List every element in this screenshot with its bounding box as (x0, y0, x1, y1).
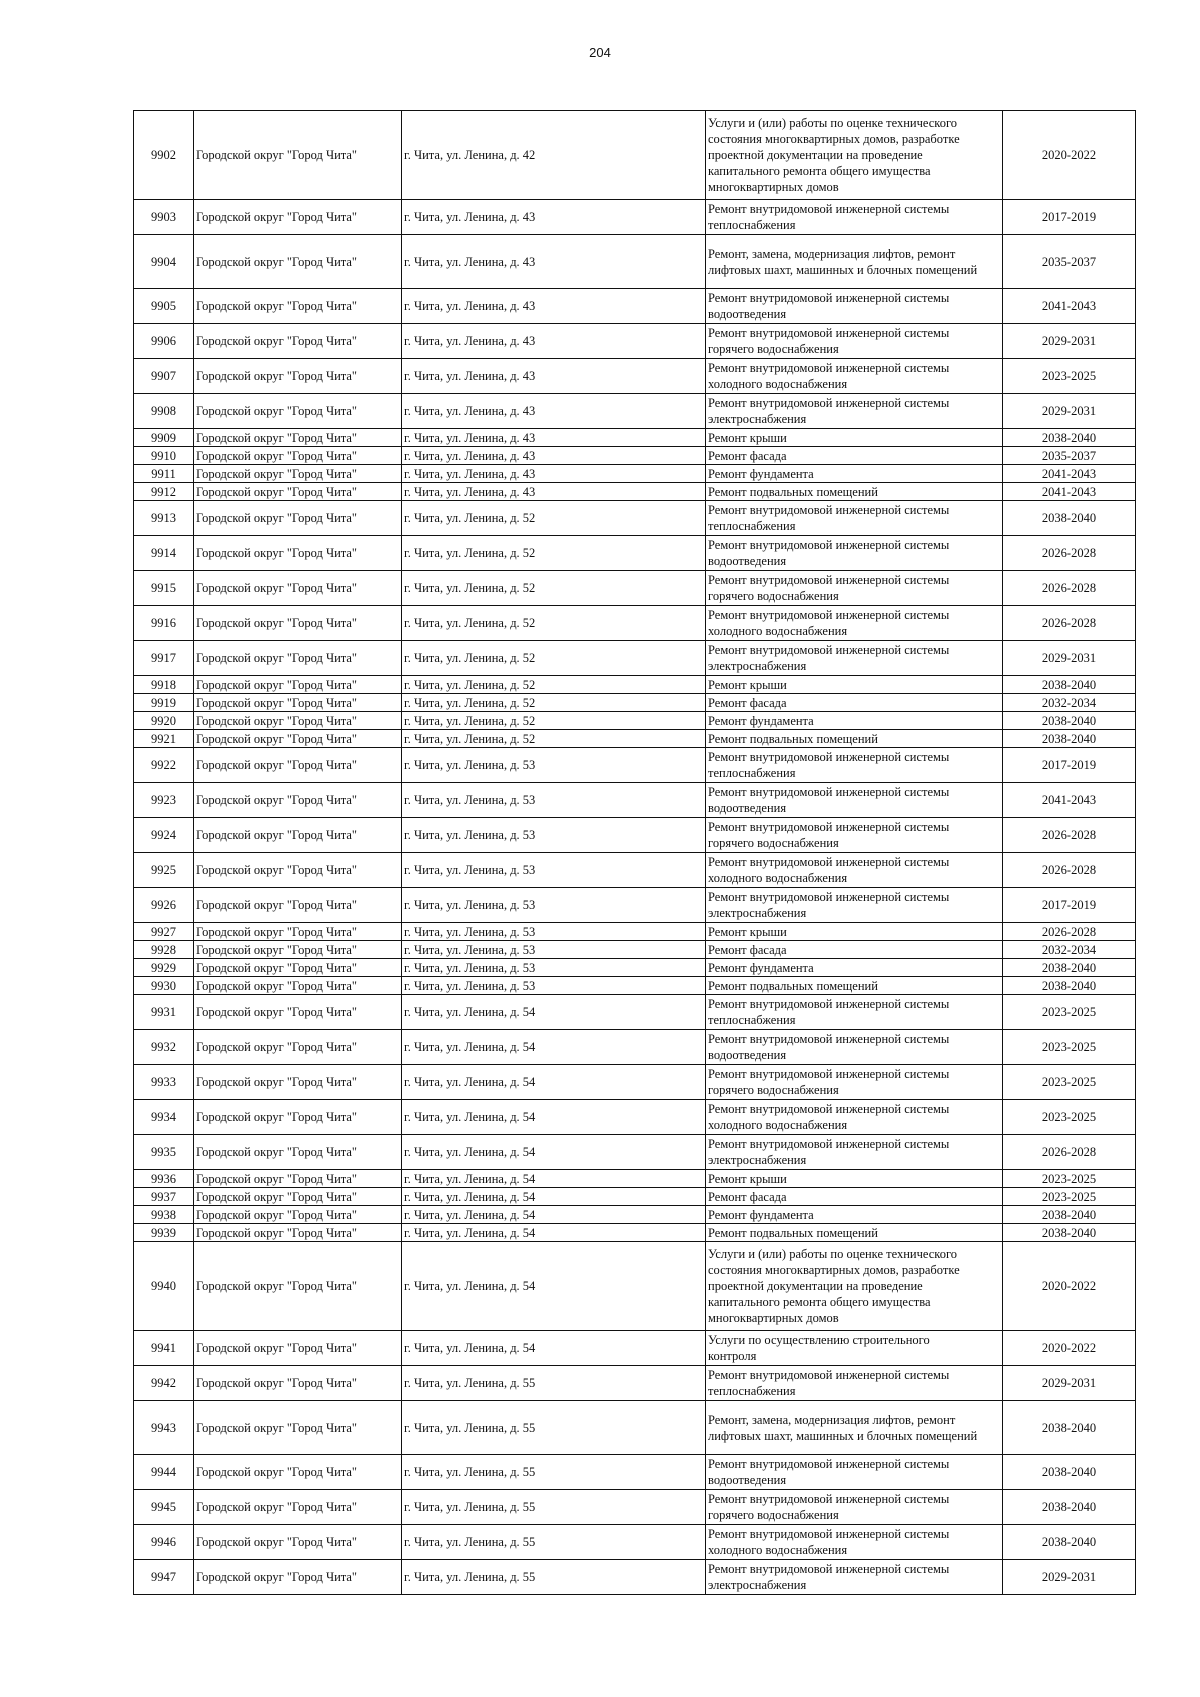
address-cell: г. Чита, ул. Ленина, д. 52 (402, 536, 706, 571)
municipality-cell: Городской округ "Город Чита" (194, 676, 402, 694)
work-type-cell: Ремонт внутридомовой инженерной системы водоотведения (706, 783, 1003, 818)
address-cell: г. Чита, ул. Ленина, д. 43 (402, 429, 706, 447)
municipality-cell: Городской округ "Город Чита" (194, 1188, 402, 1206)
address-cell: г. Чита, ул. Ленина, д. 52 (402, 641, 706, 676)
period-cell: 2029-2031 (1003, 641, 1136, 676)
work-type-cell: Ремонт, замена, модернизация лифтов, ремонт лифтовых шахт, машинных и блочных помещений (706, 1401, 1003, 1455)
work-type-cell: Ремонт крыши (706, 676, 1003, 694)
municipality-cell: Городской округ "Город Чита" (194, 1224, 402, 1242)
work-type-cell: Ремонт внутридомовой инженерной системы водоотведения (706, 1455, 1003, 1490)
table-row (134, 1242, 1136, 1331)
work-type-cell: Услуги по осуществлению строительного контроля (706, 1331, 1003, 1366)
table-row (134, 1401, 1136, 1455)
period-cell: 2020-2022 (1003, 1242, 1136, 1331)
work-type-cell: Ремонт внутридомовой инженерной системы теплоснабжения (706, 1366, 1003, 1401)
row-number-cell: 9907 (134, 359, 194, 394)
table-row (134, 235, 1136, 289)
row-number-cell: 9922 (134, 748, 194, 783)
row-number-cell: 9903 (134, 200, 194, 235)
municipality-cell: Городской округ "Город Чита" (194, 641, 402, 676)
address-cell: г. Чита, ул. Ленина, д. 55 (402, 1401, 706, 1455)
address-cell: г. Чита, ул. Ленина, д. 55 (402, 1560, 706, 1595)
work-type-cell: Ремонт фундамента (706, 1206, 1003, 1224)
address-cell: г. Чита, ул. Ленина, д. 55 (402, 1490, 706, 1525)
municipality-cell: Городской округ "Город Чита" (194, 694, 402, 712)
address-cell: г. Чита, ул. Ленина, д. 54 (402, 1065, 706, 1100)
table-row (134, 200, 1136, 235)
row-number-cell: 9934 (134, 1100, 194, 1135)
work-type-cell: Ремонт внутридомовой инженерной системы горячего водоснабжения (706, 324, 1003, 359)
table-row (134, 853, 1136, 888)
municipality-cell: Городской округ "Город Чита" (194, 447, 402, 465)
address-cell: г. Чита, ул. Ленина, д. 54 (402, 1224, 706, 1242)
municipality-cell: Городской округ "Город Чита" (194, 853, 402, 888)
row-number-cell: 9940 (134, 1242, 194, 1331)
period-cell: 2026-2028 (1003, 571, 1136, 606)
period-cell: 2026-2028 (1003, 818, 1136, 853)
row-number-cell: 9932 (134, 1030, 194, 1065)
row-number-cell: 9902 (134, 111, 194, 200)
period-cell: 2026-2028 (1003, 606, 1136, 641)
table-row (134, 394, 1136, 429)
period-cell: 2023-2025 (1003, 1100, 1136, 1135)
row-number-cell: 9945 (134, 1490, 194, 1525)
table-row (134, 1065, 1136, 1100)
municipality-cell: Городской округ "Город Чита" (194, 483, 402, 501)
table-row (134, 447, 1136, 465)
row-number-cell: 9919 (134, 694, 194, 712)
table-row (134, 1560, 1136, 1595)
work-type-cell: Ремонт фундамента (706, 712, 1003, 730)
row-number-cell: 9918 (134, 676, 194, 694)
period-cell: 2023-2025 (1003, 995, 1136, 1030)
address-cell: г. Чита, ул. Ленина, д. 43 (402, 465, 706, 483)
row-number-cell: 9939 (134, 1224, 194, 1242)
work-type-cell: Ремонт внутридомовой инженерной системы электроснабжения (706, 888, 1003, 923)
row-number-cell: 9926 (134, 888, 194, 923)
municipality-cell: Городской округ "Город Чита" (194, 536, 402, 571)
table-row (134, 730, 1136, 748)
municipality-cell: Городской округ "Город Чита" (194, 1560, 402, 1595)
work-type-cell: Ремонт подвальных помещений (706, 977, 1003, 995)
address-cell: г. Чита, ул. Ленина, д. 54 (402, 1206, 706, 1224)
municipality-cell: Городской округ "Город Чита" (194, 606, 402, 641)
municipality-cell: Городской округ "Город Чита" (194, 465, 402, 483)
period-cell: 2032-2034 (1003, 694, 1136, 712)
address-cell: г. Чита, ул. Ленина, д. 52 (402, 676, 706, 694)
address-cell: г. Чита, ул. Ленина, д. 54 (402, 1100, 706, 1135)
repair-schedule-table (133, 110, 1136, 1595)
period-cell: 2020-2022 (1003, 1331, 1136, 1366)
row-number-cell: 9921 (134, 730, 194, 748)
table-row (134, 606, 1136, 641)
table-row (134, 1206, 1136, 1224)
period-cell: 2029-2031 (1003, 1560, 1136, 1595)
work-type-cell: Услуги и (или) работы по оценке технического состояния многоквартирных домов, разработке проектной документации на проведение капитального ремонта общего имущества многоквартирных домов (706, 111, 1003, 200)
municipality-cell: Городской округ "Город Чита" (194, 748, 402, 783)
table-row (134, 324, 1136, 359)
table-row (134, 1030, 1136, 1065)
period-cell: 2038-2040 (1003, 959, 1136, 977)
table-row (134, 1135, 1136, 1170)
address-cell: г. Чита, ул. Ленина, д. 53 (402, 783, 706, 818)
table-row (134, 977, 1136, 995)
period-cell: 2026-2028 (1003, 853, 1136, 888)
municipality-cell: Городской округ "Город Чита" (194, 501, 402, 536)
work-type-cell: Ремонт внутридомовой инженерной системы электроснабжения (706, 394, 1003, 429)
period-cell: 2017-2019 (1003, 888, 1136, 923)
table-row (134, 465, 1136, 483)
table-row (134, 641, 1136, 676)
address-cell: г. Чита, ул. Ленина, д. 53 (402, 748, 706, 783)
row-number-cell: 9941 (134, 1331, 194, 1366)
period-cell: 2038-2040 (1003, 712, 1136, 730)
row-number-cell: 9912 (134, 483, 194, 501)
municipality-cell: Городской округ "Город Чита" (194, 977, 402, 995)
municipality-cell: Городской округ "Город Чита" (194, 1331, 402, 1366)
table-row (134, 818, 1136, 853)
table-row (134, 359, 1136, 394)
address-cell: г. Чита, ул. Ленина, д. 54 (402, 1242, 706, 1331)
table-row (134, 429, 1136, 447)
period-cell: 2038-2040 (1003, 1455, 1136, 1490)
work-type-cell: Ремонт крыши (706, 429, 1003, 447)
row-number-cell: 9947 (134, 1560, 194, 1595)
address-cell: г. Чита, ул. Ленина, д. 55 (402, 1525, 706, 1560)
work-type-cell: Ремонт фасада (706, 1188, 1003, 1206)
period-cell: 2038-2040 (1003, 1490, 1136, 1525)
work-type-cell: Ремонт внутридомовой инженерной системы холодного водоснабжения (706, 1100, 1003, 1135)
address-cell: г. Чита, ул. Ленина, д. 52 (402, 501, 706, 536)
address-cell: г. Чита, ул. Ленина, д. 54 (402, 1170, 706, 1188)
row-number-cell: 9946 (134, 1525, 194, 1560)
address-cell: г. Чита, ул. Ленина, д. 43 (402, 324, 706, 359)
municipality-cell: Городской округ "Город Чита" (194, 1170, 402, 1188)
table-row (134, 888, 1136, 923)
row-number-cell: 9929 (134, 959, 194, 977)
municipality-cell: Городской округ "Город Чита" (194, 394, 402, 429)
row-number-cell: 9916 (134, 606, 194, 641)
period-cell: 2032-2034 (1003, 941, 1136, 959)
address-cell: г. Чита, ул. Ленина, д. 54 (402, 1135, 706, 1170)
row-number-cell: 9944 (134, 1455, 194, 1490)
work-type-cell: Ремонт внутридомовой инженерной системы электроснабжения (706, 641, 1003, 676)
table-row (134, 1366, 1136, 1401)
period-cell: 2041-2043 (1003, 465, 1136, 483)
work-type-cell: Услуги и (или) работы по оценке технического состояния многоквартирных домов, разработке проектной документации на проведение капитального ремонта общего имущества многоквартирных домов (706, 1242, 1003, 1331)
municipality-cell: Городской округ "Город Чита" (194, 111, 402, 200)
work-type-cell: Ремонт внутридомовой инженерной системы горячего водоснабжения (706, 1065, 1003, 1100)
period-cell: 2038-2040 (1003, 730, 1136, 748)
municipality-cell: Городской округ "Город Чита" (194, 1490, 402, 1525)
table-row (134, 1100, 1136, 1135)
work-type-cell: Ремонт внутридомовой инженерной системы холодного водоснабжения (706, 1525, 1003, 1560)
work-type-cell: Ремонт внутридомовой инженерной системы водоотведения (706, 289, 1003, 324)
address-cell: г. Чита, ул. Ленина, д. 42 (402, 111, 706, 200)
period-cell: 2038-2040 (1003, 429, 1136, 447)
address-cell: г. Чита, ул. Ленина, д. 43 (402, 359, 706, 394)
period-cell: 2035-2037 (1003, 447, 1136, 465)
work-type-cell: Ремонт подвальных помещений (706, 730, 1003, 748)
address-cell: г. Чита, ул. Ленина, д. 55 (402, 1366, 706, 1401)
address-cell: г. Чита, ул. Ленина, д. 52 (402, 730, 706, 748)
table-row (134, 923, 1136, 941)
municipality-cell: Городской округ "Город Чита" (194, 1366, 402, 1401)
work-type-cell: Ремонт внутридомовой инженерной системы холодного водоснабжения (706, 606, 1003, 641)
table-row (134, 748, 1136, 783)
period-cell: 2023-2025 (1003, 1065, 1136, 1100)
table-row (134, 111, 1136, 200)
work-type-cell: Ремонт, замена, модернизация лифтов, ремонт лифтовых шахт, машинных и блочных помещений (706, 235, 1003, 289)
address-cell: г. Чита, ул. Ленина, д. 43 (402, 289, 706, 324)
period-cell: 2029-2031 (1003, 1366, 1136, 1401)
table-row (134, 783, 1136, 818)
table-row (134, 694, 1136, 712)
row-number-cell: 9913 (134, 501, 194, 536)
table-row (134, 941, 1136, 959)
municipality-cell: Городской округ "Город Чита" (194, 995, 402, 1030)
municipality-cell: Городской округ "Город Чита" (194, 1135, 402, 1170)
period-cell: 2041-2043 (1003, 783, 1136, 818)
row-number-cell: 9920 (134, 712, 194, 730)
row-number-cell: 9928 (134, 941, 194, 959)
table-row (134, 1170, 1136, 1188)
municipality-cell: Городской округ "Город Чита" (194, 1455, 402, 1490)
table-row (134, 289, 1136, 324)
row-number-cell: 9933 (134, 1065, 194, 1100)
period-cell: 2029-2031 (1003, 324, 1136, 359)
address-cell: г. Чита, ул. Ленина, д. 43 (402, 235, 706, 289)
address-cell: г. Чита, ул. Ленина, д. 43 (402, 394, 706, 429)
row-number-cell: 9924 (134, 818, 194, 853)
period-cell: 2038-2040 (1003, 1224, 1136, 1242)
municipality-cell: Городской округ "Город Чита" (194, 818, 402, 853)
period-cell: 2026-2028 (1003, 536, 1136, 571)
municipality-cell: Городской округ "Город Чита" (194, 429, 402, 447)
work-type-cell: Ремонт внутридомовой инженерной системы водоотведения (706, 536, 1003, 571)
work-type-cell: Ремонт крыши (706, 923, 1003, 941)
table-body (134, 111, 1136, 1595)
work-type-cell: Ремонт фундамента (706, 465, 1003, 483)
municipality-cell: Городской округ "Город Чита" (194, 200, 402, 235)
address-cell: г. Чита, ул. Ленина, д. 53 (402, 923, 706, 941)
work-type-cell: Ремонт внутридомовой инженерной системы теплоснабжения (706, 995, 1003, 1030)
row-number-cell: 9917 (134, 641, 194, 676)
period-cell: 2029-2031 (1003, 394, 1136, 429)
work-type-cell: Ремонт фундамента (706, 959, 1003, 977)
address-cell: г. Чита, ул. Ленина, д. 53 (402, 977, 706, 995)
work-type-cell: Ремонт внутридомовой инженерной системы водоотведения (706, 1030, 1003, 1065)
municipality-cell: Городской округ "Город Чита" (194, 324, 402, 359)
row-number-cell: 9905 (134, 289, 194, 324)
work-type-cell: Ремонт внутридомовой инженерной системы холодного водоснабжения (706, 853, 1003, 888)
period-cell: 2020-2022 (1003, 111, 1136, 200)
period-cell: 2017-2019 (1003, 200, 1136, 235)
work-type-cell: Ремонт внутридомовой инженерной системы горячего водоснабжения (706, 571, 1003, 606)
row-number-cell: 9911 (134, 465, 194, 483)
period-cell: 2017-2019 (1003, 748, 1136, 783)
work-type-cell: Ремонт фасада (706, 941, 1003, 959)
municipality-cell: Городской округ "Город Чита" (194, 923, 402, 941)
municipality-cell: Городской округ "Город Чита" (194, 1401, 402, 1455)
municipality-cell: Городской округ "Город Чита" (194, 730, 402, 748)
row-number-cell: 9925 (134, 853, 194, 888)
address-cell: г. Чита, ул. Ленина, д. 54 (402, 1188, 706, 1206)
table-row (134, 1224, 1136, 1242)
row-number-cell: 9915 (134, 571, 194, 606)
row-number-cell: 9943 (134, 1401, 194, 1455)
address-cell: г. Чита, ул. Ленина, д. 55 (402, 1455, 706, 1490)
municipality-cell: Городской округ "Город Чита" (194, 359, 402, 394)
work-type-cell: Ремонт подвальных помещений (706, 483, 1003, 501)
work-type-cell: Ремонт внутридомовой инженерной системы горячего водоснабжения (706, 1490, 1003, 1525)
municipality-cell: Городской округ "Город Чита" (194, 783, 402, 818)
period-cell: 2038-2040 (1003, 501, 1136, 536)
table-row (134, 501, 1136, 536)
row-number-cell: 9935 (134, 1135, 194, 1170)
municipality-cell: Городской округ "Город Чита" (194, 1525, 402, 1560)
address-cell: г. Чита, ул. Ленина, д. 53 (402, 818, 706, 853)
row-number-cell: 9938 (134, 1206, 194, 1224)
table-row (134, 1490, 1136, 1525)
work-type-cell: Ремонт фасада (706, 447, 1003, 465)
period-cell: 2038-2040 (1003, 1401, 1136, 1455)
table-row (134, 483, 1136, 501)
municipality-cell: Городской округ "Город Чита" (194, 1065, 402, 1100)
period-cell: 2026-2028 (1003, 1135, 1136, 1170)
period-cell: 2041-2043 (1003, 483, 1136, 501)
row-number-cell: 9931 (134, 995, 194, 1030)
address-cell: г. Чита, ул. Ленина, д. 52 (402, 694, 706, 712)
municipality-cell: Городской округ "Город Чита" (194, 289, 402, 324)
table-row (134, 536, 1136, 571)
address-cell: г. Чита, ул. Ленина, д. 43 (402, 447, 706, 465)
table-row (134, 676, 1136, 694)
work-type-cell: Ремонт подвальных помещений (706, 1224, 1003, 1242)
municipality-cell: Городской округ "Город Чита" (194, 712, 402, 730)
row-number-cell: 9937 (134, 1188, 194, 1206)
table-row (134, 1331, 1136, 1366)
table-row (134, 1525, 1136, 1560)
row-number-cell: 9904 (134, 235, 194, 289)
address-cell: г. Чита, ул. Ленина, д. 53 (402, 888, 706, 923)
address-cell: г. Чита, ул. Ленина, д. 54 (402, 1331, 706, 1366)
row-number-cell: 9923 (134, 783, 194, 818)
municipality-cell: Городской округ "Город Чита" (194, 235, 402, 289)
page-number: 204 (589, 45, 611, 60)
table-row (134, 571, 1136, 606)
address-cell: г. Чита, ул. Ленина, д. 54 (402, 1030, 706, 1065)
work-type-cell: Ремонт фасада (706, 694, 1003, 712)
row-number-cell: 9936 (134, 1170, 194, 1188)
work-type-cell: Ремонт внутридомовой инженерной системы холодного водоснабжения (706, 359, 1003, 394)
municipality-cell: Городской округ "Город Чита" (194, 941, 402, 959)
row-number-cell: 9930 (134, 977, 194, 995)
address-cell: г. Чита, ул. Ленина, д. 52 (402, 606, 706, 641)
row-number-cell: 9910 (134, 447, 194, 465)
work-type-cell: Ремонт внутридомовой инженерной системы горячего водоснабжения (706, 818, 1003, 853)
period-cell: 2035-2037 (1003, 235, 1136, 289)
address-cell: г. Чита, ул. Ленина, д. 53 (402, 959, 706, 977)
municipality-cell: Городской округ "Город Чита" (194, 1206, 402, 1224)
table-row (134, 959, 1136, 977)
period-cell: 2023-2025 (1003, 1188, 1136, 1206)
address-cell: г. Чита, ул. Ленина, д. 53 (402, 853, 706, 888)
work-type-cell: Ремонт внутридомовой инженерной системы теплоснабжения (706, 748, 1003, 783)
row-number-cell: 9942 (134, 1366, 194, 1401)
row-number-cell: 9927 (134, 923, 194, 941)
municipality-cell: Городской округ "Город Чита" (194, 888, 402, 923)
period-cell: 2023-2025 (1003, 1030, 1136, 1065)
address-cell: г. Чита, ул. Ленина, д. 54 (402, 995, 706, 1030)
address-cell: г. Чита, ул. Ленина, д. 52 (402, 712, 706, 730)
row-number-cell: 9914 (134, 536, 194, 571)
address-cell: г. Чита, ул. Ленина, д. 52 (402, 571, 706, 606)
municipality-cell: Городской округ "Город Чита" (194, 1030, 402, 1065)
row-number-cell: 9908 (134, 394, 194, 429)
municipality-cell: Городской округ "Город Чита" (194, 959, 402, 977)
period-cell: 2038-2040 (1003, 1206, 1136, 1224)
table-row (134, 1188, 1136, 1206)
period-cell: 2038-2040 (1003, 977, 1136, 995)
work-type-cell: Ремонт внутридомовой инженерной системы теплоснабжения (706, 200, 1003, 235)
work-type-cell: Ремонт внутридомовой инженерной системы электроснабжения (706, 1560, 1003, 1595)
row-number-cell: 9906 (134, 324, 194, 359)
address-cell: г. Чита, ул. Ленина, д. 43 (402, 200, 706, 235)
period-cell: 2023-2025 (1003, 1170, 1136, 1188)
work-type-cell: Ремонт крыши (706, 1170, 1003, 1188)
address-cell: г. Чита, ул. Ленина, д. 53 (402, 941, 706, 959)
period-cell: 2038-2040 (1003, 1525, 1136, 1560)
address-cell: г. Чита, ул. Ленина, д. 43 (402, 483, 706, 501)
work-type-cell: Ремонт внутридомовой инженерной системы теплоснабжения (706, 501, 1003, 536)
period-cell: 2026-2028 (1003, 923, 1136, 941)
period-cell: 2041-2043 (1003, 289, 1136, 324)
table-row (134, 995, 1136, 1030)
table-row (134, 712, 1136, 730)
municipality-cell: Городской округ "Город Чита" (194, 1242, 402, 1331)
municipality-cell: Городской округ "Город Чита" (194, 1100, 402, 1135)
table-row (134, 1455, 1136, 1490)
period-cell: 2023-2025 (1003, 359, 1136, 394)
work-type-cell: Ремонт внутридомовой инженерной системы электроснабжения (706, 1135, 1003, 1170)
period-cell: 2038-2040 (1003, 676, 1136, 694)
row-number-cell: 9909 (134, 429, 194, 447)
municipality-cell: Городской округ "Город Чита" (194, 571, 402, 606)
